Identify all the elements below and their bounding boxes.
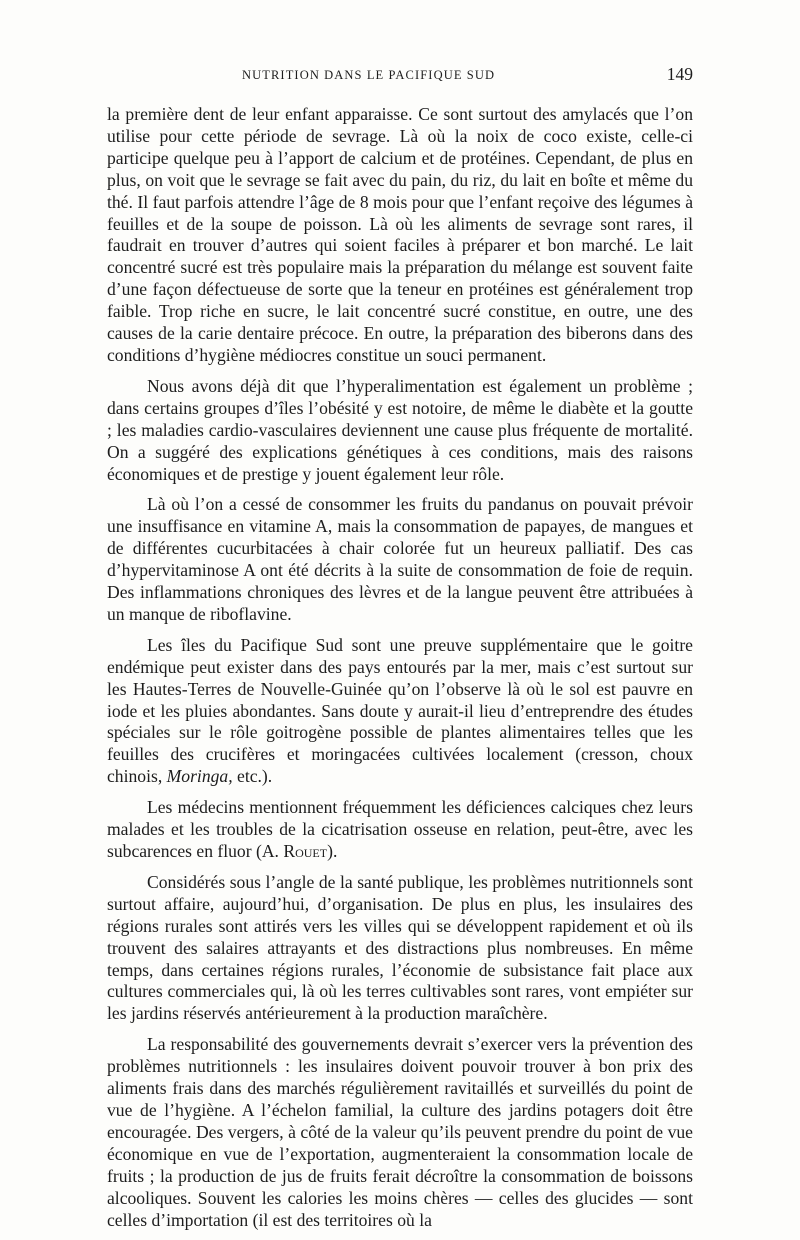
- paragraph-overnutrition: Nous avons déjà dit que l’hyperalimentation est également un problème ; dans certains groupes d’îles l’obésité y est notoire, de même le diabète et la goutte ; les maladies cardio-vasculaires deviennent une cause plus fréquente de mortalité. On a suggéré des explications génétiques à ces conditions, mais des raisons économiques et de prestige y jouent également leur rôle.: [107, 375, 693, 484]
- paragraph-public-health: Considérés sous l’angle de la santé publique, les problèmes nutritionnels sont surtout affaire, aujourd’hui, d’organisation. De plus en plus, les insulaires des régions rurales sont attirés vers les villes qui se développent rapidement et où ils trouvent des salaires attrayants et des distractions plus nombreuses. En même temps, dans certaines régions rurales, l’économie de subsistance fait place aux cultures commerciales qui, là où les terres cultivables sont rares, vont empiéter sur les jardins réservés antérieurement à la production maraîchère.: [107, 871, 693, 1024]
- page-header: [107, 66, 693, 90]
- goitre-text-end: etc.).: [232, 766, 273, 787]
- paragraph-goitre: [107, 635, 693, 788]
- paragraph-government: La responsabilité des gouvernements devrait s’exercer vers la prévention des problèmes nutritionnels : les insulaires doivent pouvoir trouver à bon prix des aliments frais dans des marchés régulièrement ravitaillés et surveillés du point de vue de l’hygiène. A l’échelon familial, la culture des jardins potagers doit être encouragée. Des vergers, à côté de la valeur qu’ils peuvent prendre du point de vue économique en vue de l’exportation, augmenteraient la consommation locale de fruits ; la production de jus de fruits ferait décroître la consommation de boissons alcooliques. Souvent les calories les moins chères — celles des glucides — sont celles d’importation (il est des territoires où la: [107, 1034, 693, 1230]
- moringa-term: Moringa,: [166, 766, 233, 787]
- paragraph-vitamins: Là où l’on a cessé de consommer les fruits du pandanus on pouvait prévoir une insuffisance en vitamine A, mais la consommation de papayes, de mangues et de différentes cucurbitacées à chair colorée fut un heureux palliatif. Des cas d’hypervitaminose A ont été décrits à la suite de consommation de foie de requin. Des inflammations chroniques des lèvres et de la langue peuvent être attribuées à un manque de riboflavine.: [107, 494, 693, 624]
- goitre-text: Les îles du Pacifique Sud sont une preuve supplémentaire que le goitre endémique peut exister dans des pays entourés par la mer, mais c’est surtout sur les Hautes-Terres de Nouvelle-Guinée qu’on l’observe là où le sol est pauvre en iode et les pluies abondantes. Sans doute y aurait-il lieu d’entreprendre des études spéciales sur le rôle goitrogène possible de plantes alimentaires telles que les feuilles des crucifères et moringacées cultivées localement (cresson, choux chinois,: [107, 634, 693, 787]
- calcium-text: Les médecins mentionnent fréquemment les déficiences calciques chez leurs malades et les troubles de la cicatrisation osseuse en relation, peut-être, avec les subcarences en fluor (A.: [107, 797, 693, 861]
- running-head: NUTRITION DANS LE PACIFIQUE SUD: [242, 68, 496, 82]
- body-text: [107, 104, 693, 1240]
- page-number: 149: [666, 64, 693, 84]
- paragraph-weaning: la première dent de leur enfant apparaisse. Ce sont surtout des amylacés que l’on utilise pour cette période de sevrage. Là où la noix de coco existe, celle-ci participe quelque peu à l’apport de calcium et de protéines. Cependant, de plus en plus, on voit que le sevrage se fait avec du pain, du riz, du lait en boîte et même du thé. Il faut parfois attendre l’âge de 8 mois pour que l’enfant reçoive des légumes à feuilles et de la soupe de poisson. Là où les aliments de sevrage sont rares, il faudrait en trouver d’autres qui soient faciles à préparer et bon marché. Le lait concentré sucré est très populaire mais la préparation du mélange est souvent faite d’une façon défectueuse de sorte que la teneur en protéines est généralement trop faible. Trop riche en sucre, le lait concentré sucré constitue, en outre, une des causes de la carie dentaire précoce. En outre, la préparation des biberons dans des conditions d’hygiène médiocres constitue un souci permanent.: [107, 104, 693, 365]
- author-name: Rouet: [283, 841, 328, 861]
- paragraph-calcium: [107, 797, 693, 863]
- calcium-text-end: ).: [327, 841, 338, 861]
